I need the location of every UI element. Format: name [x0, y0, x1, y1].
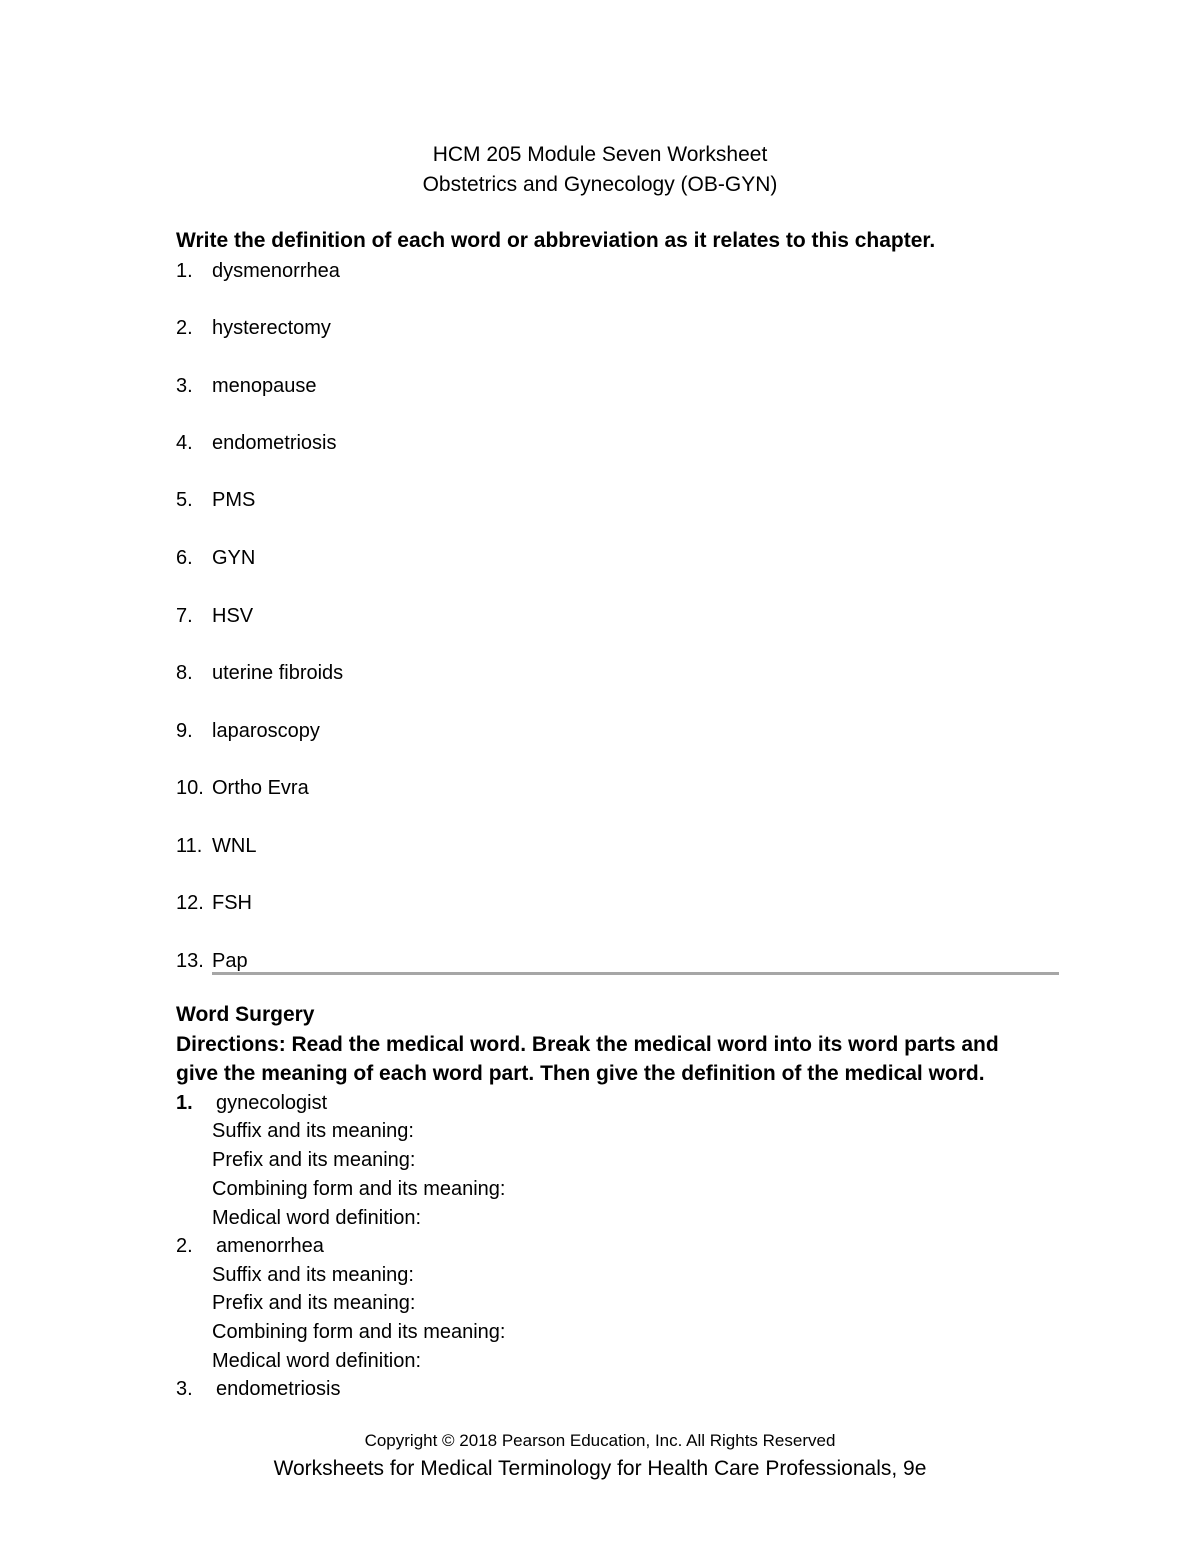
definition-prompt: Medical word definition:: [212, 1207, 421, 1229]
section2-directions: Directions: Read the medical word. Break the medical word into its word parts and: [176, 1033, 999, 1056]
definition-prompt: Medical word definition:: [212, 1350, 421, 1372]
item-number: 11.: [176, 835, 203, 857]
footer-copyright: Copyright © 2018 Pearson Education, Inc. All Rights Reserved: [364, 1431, 836, 1450]
item-number: 2.: [176, 317, 193, 339]
item-number: 9.: [176, 720, 193, 742]
prefix-prompt: Prefix and its meaning:: [212, 1149, 416, 1171]
suffix-prompt: Suffix and its meaning:: [212, 1264, 414, 1286]
combining-form-prompt: Combining form and its meaning:: [212, 1178, 506, 1200]
item-term: Pap: [212, 950, 248, 972]
section2-heading: Word Surgery: [176, 1003, 315, 1026]
item-number: 6.: [176, 547, 193, 569]
section1-instruction: Write the definition of each word or abbreviation as it relates to this chapter.: [176, 229, 936, 252]
item-word: endometriosis: [216, 1378, 341, 1400]
item-number: 12.: [176, 892, 204, 914]
item-term: GYN: [212, 547, 256, 569]
item-number: 7.: [176, 605, 193, 627]
section2-directions-cont: give the meaning of each word part. Then give the definition of the medical word.: [176, 1062, 985, 1085]
item-word: amenorrhea: [216, 1235, 324, 1257]
item-number: 13.: [176, 950, 204, 972]
item-number: 4.: [176, 432, 193, 454]
suffix-prompt: Suffix and its meaning:: [212, 1120, 414, 1142]
item-term: uterine fibroids: [212, 662, 344, 684]
horizontal-divider: [212, 972, 1059, 975]
item-number: 3.: [176, 375, 193, 397]
item-number: 2.: [176, 1235, 193, 1257]
item-number: 3.: [176, 1378, 193, 1400]
item-term: endometriosis: [212, 432, 337, 454]
item-number: 5.: [176, 489, 193, 511]
item-term: Ortho Evra: [212, 777, 309, 799]
page-subtitle: Obstetrics and Gynecology (OB-GYN): [422, 173, 778, 196]
item-number: 10.: [176, 777, 204, 799]
footer-book-title: Worksheets for Medical Terminology for Health Care Professionals, 9e: [273, 1457, 927, 1480]
page-title: HCM 205 Module Seven Worksheet: [432, 143, 768, 166]
item-term: dysmenorrhea: [212, 260, 340, 282]
item-number: 1.: [176, 1092, 193, 1114]
item-term: laparoscopy: [212, 720, 320, 742]
item-term: HSV: [212, 605, 254, 627]
combining-form-prompt: Combining form and its meaning:: [212, 1321, 506, 1343]
prefix-prompt: Prefix and its meaning:: [212, 1292, 416, 1314]
item-number: 8.: [176, 662, 193, 684]
item-term: PMS: [212, 489, 256, 511]
item-number: 1.: [176, 260, 193, 282]
item-term: FSH: [212, 892, 252, 914]
item-term: menopause: [212, 375, 317, 397]
item-term: hysterectomy: [212, 317, 331, 339]
item-word: gynecologist: [216, 1092, 328, 1114]
item-term: WNL: [212, 835, 257, 857]
